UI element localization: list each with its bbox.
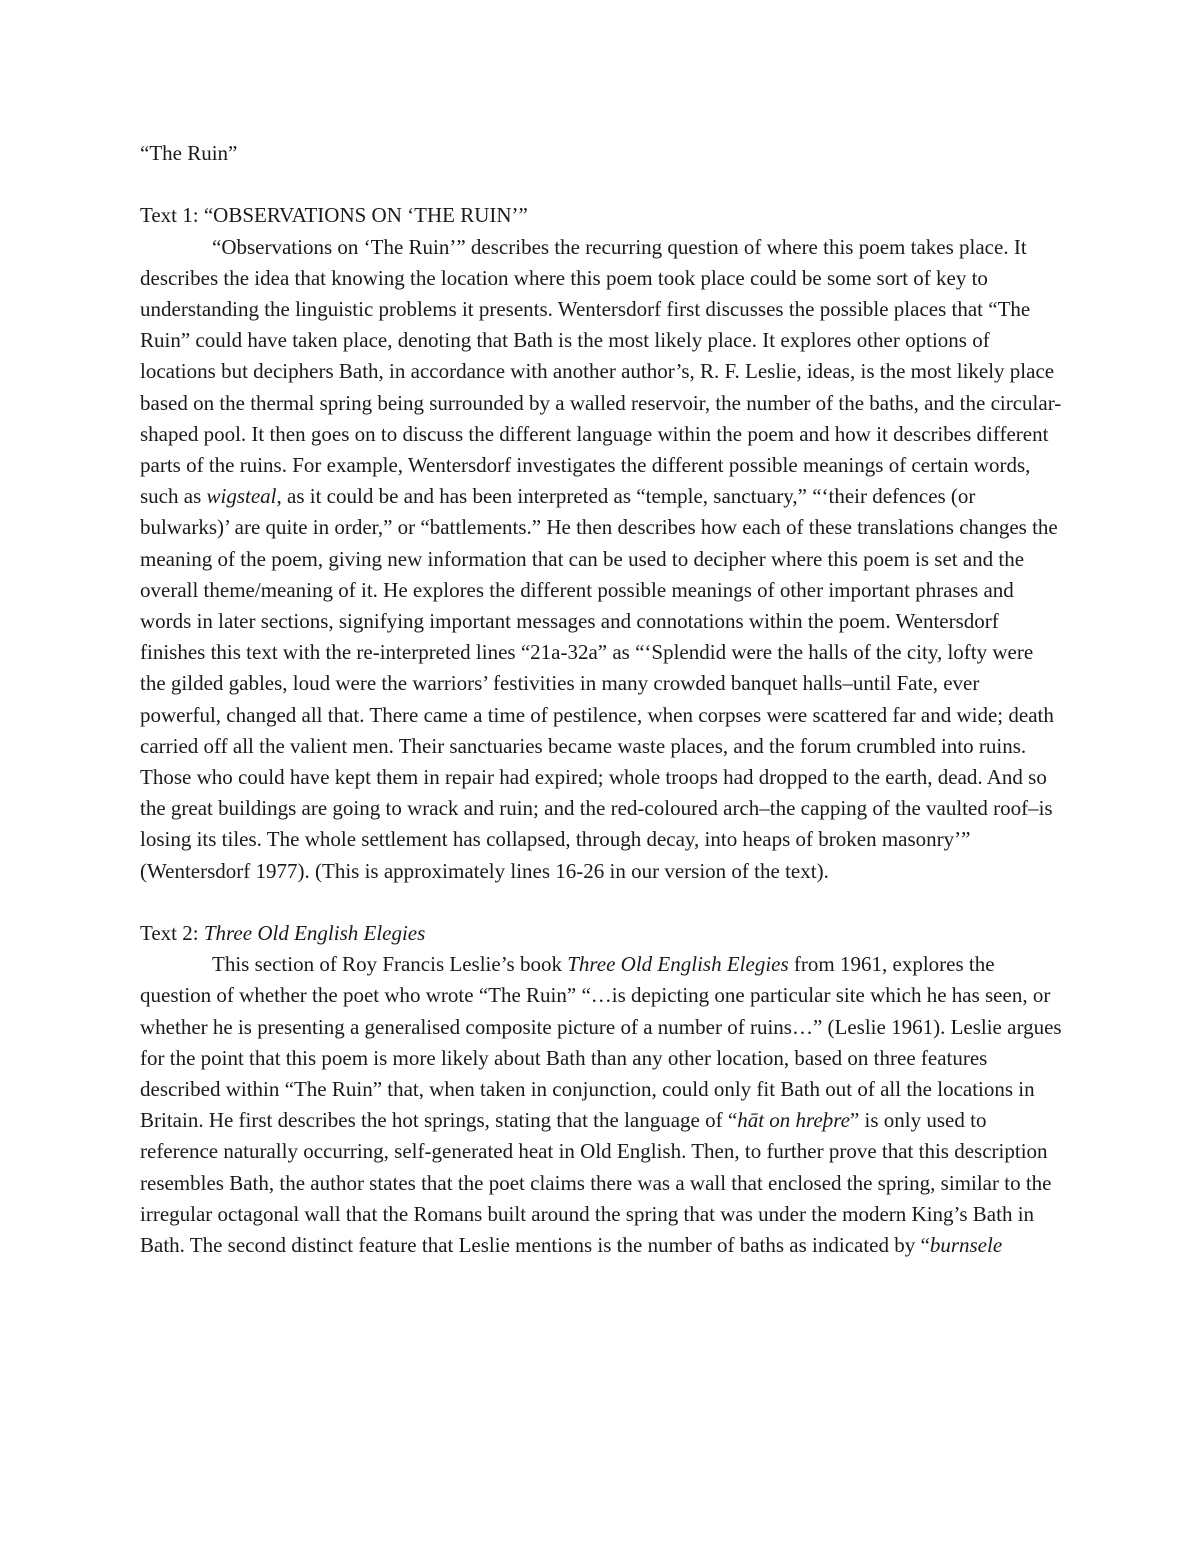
section-text-1 [140,200,1062,886]
section-body [140,949,1062,1261]
text-run: from 1961, explores the question of whether the poet who wrote “The Ruin” “…is depicting one particular site which he has seen, or whether he is presenting a generalised composite picture of a number of ruins…” (Leslie 1961). Leslie argues for the point that this poem is more likely about Bath than any other location, based on three features described within “The Ruin” that, when taken in conjunction, could only fit Bath out of all the locations in Britain. He first describes the hot springs, stating that the language of “ [140,952,1062,1133]
section-heading-title: Three Old English Elegies [203,921,426,946]
section-heading-prefix: Text 1: [140,203,204,228]
section-text-2 [140,918,1062,1261]
section-heading-title: “OBSERVATIONS ON ‘THE RUIN’” [203,203,528,228]
document-title: “The Ruin” [140,141,238,165]
text-run: “Observations on ‘The Ruin’” describes the recurring question of where this poem takes place. It describes the idea that knowing the location where this poem took place could be some sort of key to understanding the linguistic problems it presents. Wentersdorf first discusses the possible places that “The Ruin” could have taken place, denoting that Bath is the most likely place. It explores other options of locations but deciphers Bath, in accordance with another author’s, R. F. Leslie, ideas, is the most likely place based on the thermal spring being surrounded by a walled reservoir, the number of the baths, and the circular-shaped pool. It then goes on to discuss the different language within the poem and how it describes different parts of the ruins. For example, Wentersdorf investigates the different possible meanings of certain words, such as [140,234,1062,509]
section-heading [140,918,1062,949]
section-heading [140,200,1062,231]
italic-run: hāt on hreþre [737,1108,850,1133]
italic-run: wigsteal [206,484,277,509]
section-heading-prefix: Text 2: [140,921,204,946]
text-run: , as it could be and has been interpreted as “temple, sanctuary,” “‘their defences (or bulwarks)’ are quite in order,” or “battlements.” He then describes how each of these translations changes the meaning of the poem, giving new information that can be used to decipher where this poem is set and the overall theme/meaning of it. He explores the different possible meanings of other important phrases and words in later sections, signifying important messages and connotations within the poem. Wentersdorf finishes this text with the re-interpreted lines “21a-32a” as “‘Splendid were the halls of the city, lofty were the gilded gables, loud were the warriors’ festivities in many crowded banquet halls–until Fate, ever powerful, changed all that. There came a time of pestilence, when corpses were scattered far and wide; death carried off all the valient men. Their sanctuaries became waste places, and the forum crumbled into ruins. Those who could have kept them in repair had expired; whole troops had dropped to the earth, dead. And so the great buildings are going to wrack and ruin; and the red-coloured arch–the capping of the vaulted roof–is losing its tiles. The whole settlement has collapsed, through decay, into heaps of broken masonry’” (Wentersdorf 1977). (This is approximately lines 16-26 in our version of the text). [140,484,1058,883]
text-run: ” is only used to reference naturally occurring, self-generated heat in Old English. Then, to further prove that this description resembles Bath, the author states that the poet claims there was a wall that enclosed the spring, similar to the irregular octagonal wall that the Romans built around the spring that was under the modern King’s Bath in Bath. The second distinct feature that Leslie mentions is the number of baths as indicated by “ [140,1108,1052,1258]
italic-run: burnsele [929,1233,1003,1258]
section-body [140,232,1062,887]
document-page [140,138,1062,1261]
text-run: This section of Roy Francis Leslie’s book [212,952,568,977]
italic-run: Three Old English Elegies [567,952,789,977]
